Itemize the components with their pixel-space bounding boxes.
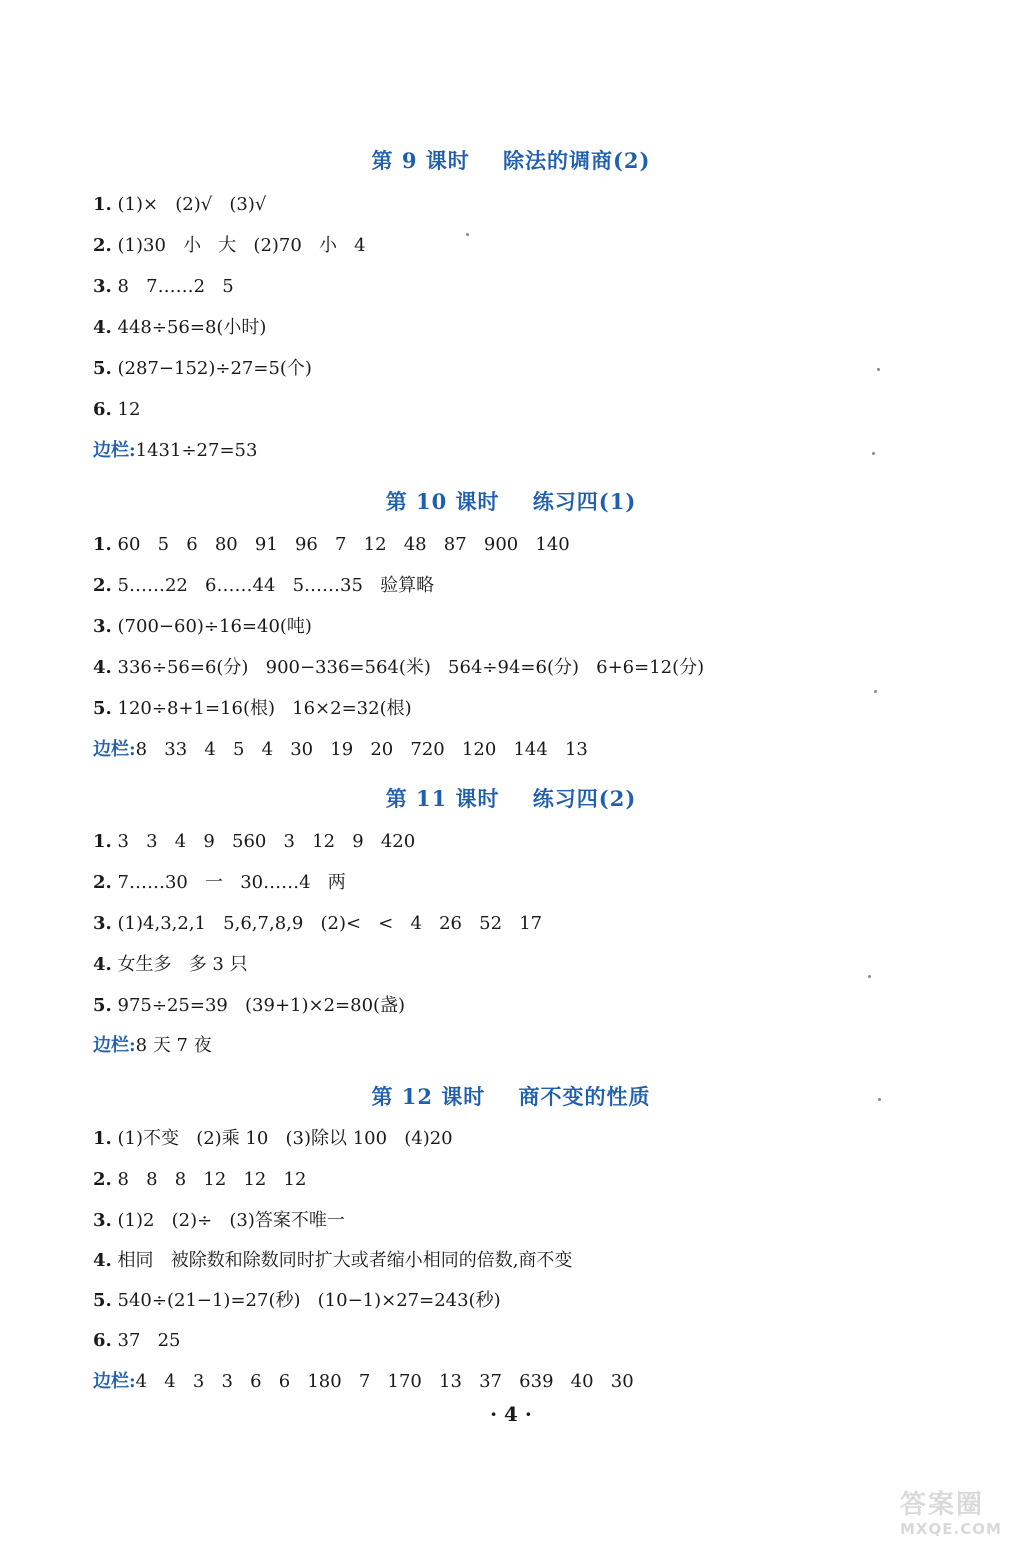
answer-line xyxy=(93,615,312,639)
margin-text: 1431÷27=53 xyxy=(135,440,258,461)
item-text: 37 25 xyxy=(117,1330,181,1351)
answer-line xyxy=(93,830,415,854)
item-number: 5. xyxy=(93,698,112,719)
item-number: 5. xyxy=(93,995,112,1016)
item-number: 1. xyxy=(93,534,112,555)
item-number: 1. xyxy=(93,1128,112,1149)
answer-line xyxy=(93,1289,501,1313)
item-text: 7……30 一 30……4 两 xyxy=(117,872,346,893)
item-number: 4. xyxy=(93,317,112,338)
item-number: 4. xyxy=(93,657,112,678)
answer-line xyxy=(93,533,570,557)
item-number: 3. xyxy=(93,276,112,297)
margin-answer xyxy=(93,1034,212,1058)
item-number: 2. xyxy=(93,575,112,596)
item-number: 4. xyxy=(93,1250,112,1271)
scan-speck xyxy=(878,1098,881,1101)
margin-label: 边栏: xyxy=(93,739,136,760)
item-text: (1)30 小 大 (2)70 小 4 xyxy=(117,235,366,256)
answer-line xyxy=(93,275,234,299)
item-text: 336÷56=6(分) 900−336=564(米) 564÷94=6(分) 6+6=12(分) xyxy=(117,657,705,678)
margin-answer xyxy=(93,1370,634,1394)
scan-speck xyxy=(868,975,871,978)
answer-line xyxy=(93,357,312,381)
page-number: · 4 · xyxy=(490,1402,532,1426)
watermark-logo-text: 答案圈 xyxy=(900,1490,985,1520)
answer-line xyxy=(93,994,405,1018)
watermark-url: MXQE.COM xyxy=(900,1520,1002,1538)
item-number: 1. xyxy=(93,831,112,852)
answer-line xyxy=(93,1249,572,1273)
answer-line xyxy=(93,871,346,895)
answer-line xyxy=(93,1127,453,1151)
item-text: (1)2 (2)÷ (3)答案不唯一 xyxy=(117,1210,345,1231)
item-number: 3. xyxy=(93,1210,112,1231)
scan-speck xyxy=(874,690,877,693)
item-text: 120÷8+1=16(根) 16×2=32(根) xyxy=(117,698,412,719)
item-number: 4. xyxy=(93,954,112,975)
scan-speck xyxy=(466,233,469,236)
answer-line xyxy=(93,1209,345,1233)
item-number: 2. xyxy=(93,1169,112,1190)
margin-text: 4 4 3 3 6 6 180 7 170 13 37 639 40 30 xyxy=(135,1371,634,1392)
item-text: (1)× (2)√ (3)√ xyxy=(117,194,267,215)
item-text: (287−152)÷27=5(个) xyxy=(117,358,312,379)
margin-label: 边栏: xyxy=(93,1035,136,1056)
item-number: 2. xyxy=(93,235,112,256)
item-text: (700−60)÷16=40(吨) xyxy=(117,616,312,637)
answer-line xyxy=(93,953,248,977)
item-text: 8 7……2 5 xyxy=(117,276,234,297)
scan-speck xyxy=(872,452,875,455)
item-number: 6. xyxy=(93,1330,112,1351)
item-text: 8 8 8 12 12 12 xyxy=(117,1169,307,1190)
item-text: 448÷56=8(小时) xyxy=(117,317,267,338)
margin-text: 8 天 7 夜 xyxy=(135,1035,212,1056)
item-text: 女生多 多 3 只 xyxy=(117,954,248,975)
margin-answer xyxy=(93,738,588,762)
item-number: 5. xyxy=(93,358,112,379)
section-title: 第 12 课时 商不变的性质 xyxy=(371,1084,651,1109)
answer-line xyxy=(93,574,434,598)
answer-line xyxy=(93,234,366,258)
item-text: 相同 被除数和除数同时扩大或者缩小相同的倍数,商不变 xyxy=(117,1250,573,1271)
margin-answer xyxy=(93,439,257,463)
item-text: (1)4,3,2,1 5,6,7,8,9 (2)< < 4 26 52 17 xyxy=(117,913,543,934)
answer-line xyxy=(93,398,140,422)
item-number: 6. xyxy=(93,399,112,420)
margin-label: 边栏: xyxy=(93,440,136,461)
item-text: 5……22 6……44 5……35 验算略 xyxy=(117,575,435,596)
answer-line xyxy=(93,1168,306,1192)
answer-line xyxy=(93,697,412,721)
margin-label: 边栏: xyxy=(93,1371,136,1392)
answer-line xyxy=(93,193,266,217)
answer-line xyxy=(93,316,266,340)
scan-speck xyxy=(877,368,880,371)
section-title: 第 11 课时 练习四(2) xyxy=(385,786,637,811)
answer-line xyxy=(93,1329,181,1353)
margin-text: 8 33 4 5 4 30 19 20 720 120 144 13 xyxy=(135,739,588,760)
item-text: 540÷(21−1)=27(秒) (10−1)×27=243(秒) xyxy=(117,1290,501,1311)
site-watermark xyxy=(900,1490,1008,1546)
item-text: 60 5 6 80 91 96 7 12 48 87 900 140 xyxy=(117,534,570,555)
item-number: 3. xyxy=(93,913,112,934)
item-number: 3. xyxy=(93,616,112,637)
item-text: 3 3 4 9 560 3 12 9 420 xyxy=(117,831,416,852)
answer-line xyxy=(93,912,542,936)
item-number: 2. xyxy=(93,872,112,893)
item-text: 975÷25=39 (39+1)×2=80(盏) xyxy=(117,995,406,1016)
item-text: 12 xyxy=(117,399,141,420)
item-text: (1)不变 (2)乘 10 (3)除以 100 (4)20 xyxy=(117,1128,453,1149)
answer-line xyxy=(93,656,704,680)
section-title: 第 9 课时 除法的调商(2) xyxy=(371,148,651,173)
section-title: 第 10 课时 练习四(1) xyxy=(385,489,637,514)
item-number: 5. xyxy=(93,1290,112,1311)
item-number: 1. xyxy=(93,194,112,215)
